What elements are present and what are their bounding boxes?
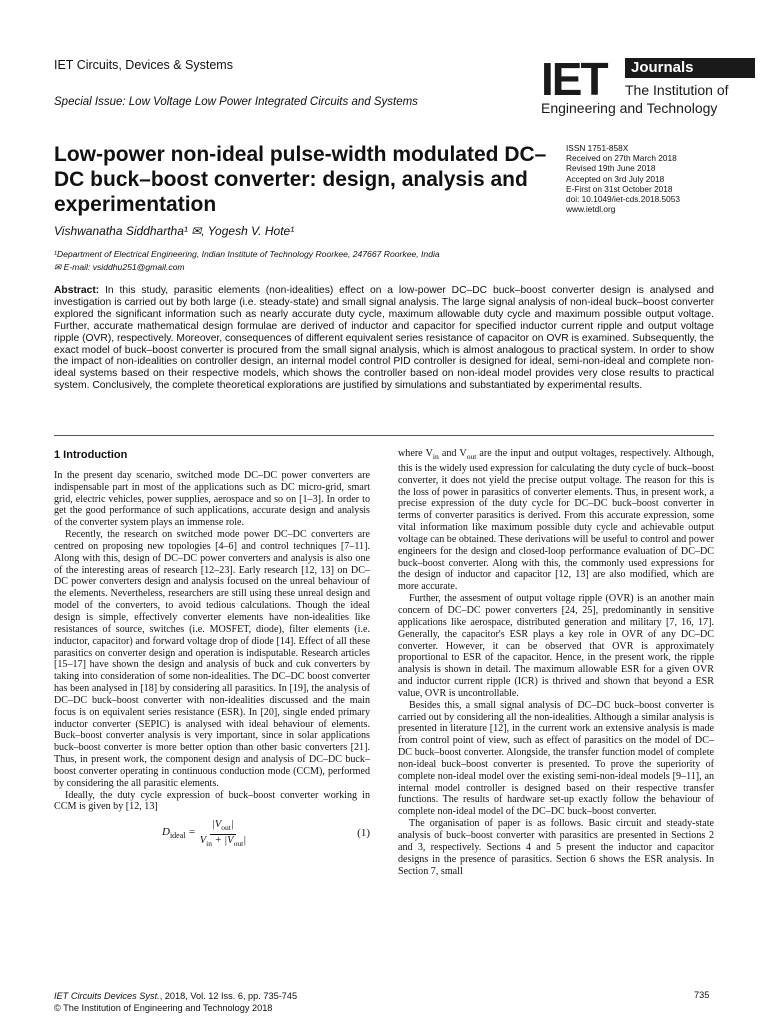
copyright-line: © The Institution of Engineering and Technology 2018: [54, 1003, 273, 1013]
equation-fraction: [200, 819, 246, 850]
citation-details: , 2018, Vol. 12 Iss. 6, pp. 735-745: [159, 991, 298, 1001]
equation-denominator: $V_{in} + |V_{out}|$: [199, 834, 247, 848]
body-paragraph: Further, the assesment of output voltage ripple (OVR) is an another main concern of DC–DC power converters [24, 25], predominantly in sensitive applications like aerospace, distributed generation and military [7, 16, 17]. Generally, the capacitor's ESR plays a key role in OVR of any DC–DC converter. However, it can be observed that OVR is approximately proportional to ESR of the capacitor. Hence, in the present work, the ripple analysis is shown in detail. The maximum allowable ESR for a given OVR and inductor current ripple (ICR) is thrived and shown that beyond a ESR value, OVR is uncontrollable.: [398, 593, 714, 699]
meta-revised: Revised 19th June 2018: [566, 163, 656, 174]
equation-number: (1): [357, 827, 370, 840]
section-heading: 1 Introduction: [54, 449, 128, 461]
iet-journals-logo: [541, 53, 729, 122]
body-paragraph: Recently, the research on switched mode power DC–DC converters are centred on proposing new topologies [4–6] and control techniques [7–11]. Along with this, design of DC–DC power converters and analysis is also one of the interesting areas of research [12–23]. Early research [12, 13] on DC–DC power converters design and analysis focused on the unreal behaviour of the elements. Nevertheless, researchers are still using these unreal design and model of the converters, to avoid tedious calculations. Though the ideal design is simple, effectively converter elements have non-idealities like resistances of source, switches (i.e. MOSFET, diode), filter elements (i.e. inductor, capacitor) and forward voltage drop of diode [14]. Effect of all these parasitics on converter design and operation is indisputable. Research articles [15–17] have shown the design and analysis of buck and cuk converters by taking into consideration of some non-idealities. The DC–DC boost converter has been analysed in [18] by considering all parasitics. In [19], the analysis of DC–DC buck–boost converter with non-idealities discussed and the main focus is on equivalent series resistance (ESR). In [20], single ended primary inductor converter (SEPIC) is analysed with ideal behaviour of elements. Buck–boost converter analysis is very important, since in solar applications buck–boost converter is more better option than other basic converters [21]. Thus, in present work, the component design and analysis of DC–DC buck–boost converter operating in continuous conduction mode (CCM), performed by considering the all parasitic elements.: [54, 529, 370, 789]
abstract: [54, 285, 714, 392]
body-paragraph: The organisation of paper is as follows. Basic circuit and steady-state analysis of buck–boost converter with parasitics are presented in Sections 2 and 3, respectively. Sections 4 and 5 present the inductor and capacitor designs in the presence of parasitics. Section 6 shows the ESR analysis. In Section 7, small: [398, 818, 714, 877]
citation-journal: IET Circuits Devices Syst.: [54, 991, 160, 1001]
equation-numerator: $|V_{out}|$: [210, 819, 236, 835]
meta-efirst: E-First on 31st October 2018: [566, 183, 673, 194]
section-divider: [54, 435, 714, 436]
citation-line: [54, 990, 297, 1002]
body-paragraph: Besides this, a small signal analysis of DC–DC buck–boost converter is carried out by considering all the non-idealities. Although a similar analysis is presented in literature [12], in the current work an extensive analysis is made from control point of view, such as effect of parasitics on the model of DC–DC buck–boost converter. Alongside, the transfer function model of complete non-ideal buck–boost converter is presented. To prove the superiority of complete non-ideal model over the existing semi-non-ideal models [9–11], an internal model controller is designed based on their respective transfer functions. The results of hardware set-up exactly follow the behaviour of complete non-ideal model of the DC–DC buck–boost converter.: [398, 699, 714, 818]
meta-received: Received on 27th March 2018: [566, 153, 677, 164]
author-affiliation: ¹Department of Electrical Engineering, Indian Institute of Technology Roorkee, 247667 Roorkee, India: [54, 249, 440, 259]
body-paragraph: where $V_{in}$ and $V_{out}$ are the input and output voltages, respectively. Although, this is the widely used expression for calculating the duty cycle of buck–boost converter, it does not yield the precise output voltage. The reason for this is the loss of power in parasitics of converter elements. Thus, in present work, a precise expression of the duty cycle for DC–DC buck–boost converter in terms of converter parasitics is derived. From this accurate expression, some vital information like maximum possible duty cycle and achievable output voltage can be obtained. These derivations will be useful to control and power engineers for the design and closed-loop performance evaluation of DC–DC buck–boost converter. Along with this, the commonly used expressions for the design of inductor and capacitor [12, 13] are also modified, which are more accurate.: [398, 448, 714, 593]
page-number: 735: [694, 990, 710, 1000]
author-email[interactable]: ✉ E-mail: vsiddhu251@gmail.com: [54, 262, 185, 272]
journal-name: IET Circuits, Devices & Systems: [54, 58, 233, 72]
author-list: Vishwanatha Siddhartha¹ ✉, Yogesh V. Hote¹: [54, 224, 295, 238]
abstract-text: In this study, parasitic elements (non-idealities) effect on a low-power DC–DC buck–boost converter design is analysed and investigation is carried out by both large (i.e. steady-state) and small signal analysis. The large signal analysis of non-ideal buck–boost converter explored the significant information such as nearly accurate duty cycle, maximum allowable duty cycle and maximum possible output voltage. Further, accurate mathematical design formulae are derived of inductor and capacitor for specified inductor current ripple and output voltage ripple (OVR), respectively. Moreover, consequences of different equivalent series resistance of capacitor on OVR is examined. Subsequently, the exact model of buck–boost converter is procured from the small signal analysis, which is almost analogous to practical system. In order to show the impact of non-idealities on controller design, an internal model control PID controller is designed for ideal, semi-non-ideal and complete non-ideal systems based on their respective models, which shows the controller based on non-ideal model provides very close results to practical system. Conclusively, the complete theoretical explorations are justified by simulations and substantiated by experimental results.: [54, 285, 714, 392]
logo-mark: IET: [541, 53, 607, 105]
body-paragraph: In the present day scenario, switched mode DC–DC power converters are indispensable part in most of the applications such as DC micro-grid, smart grid, electric vehicles, power supplies, aerospace and so on [1–3]. In order to get the good performance of such applications, accurate design and analysis of the converter system plays an immense role.: [54, 469, 370, 529]
equation-lhs: $D_{ideal}$ =: [162, 825, 196, 840]
footer-citation: [54, 990, 297, 1014]
article-title: Low-power non-ideal pulse-width modulated DC–DC buck–boost converter: design, analysis and experimentation: [54, 143, 547, 216]
meta-website[interactable]: www.ietdl.org: [566, 204, 616, 215]
abstract-label: Abstract:: [54, 285, 100, 296]
logo-institution-line1: The Institution of: [625, 82, 729, 98]
logo-institution-line2: Engineering and Technology: [541, 100, 718, 116]
body-column-left: [54, 448, 370, 855]
special-issue-label: Special Issue: Low Voltage Low Power Integrated Circuits and Systems: [54, 96, 418, 108]
meta-accepted: Accepted on 3rd July 2018: [566, 173, 665, 184]
article-metadata: [566, 143, 726, 214]
body-paragraph: Ideally, the duty cycle expression of buck–boost converter working in CCM is given by [12, 13]: [54, 789, 370, 813]
equation-1: [54, 819, 370, 849]
meta-doi[interactable]: doi: 10.1049/iet-cds.2018.5053: [566, 194, 680, 205]
meta-issn: ISSN 1751-858X: [566, 143, 629, 153]
logo-journals-box: Journals: [625, 58, 755, 78]
body-column-right: [398, 448, 714, 877]
